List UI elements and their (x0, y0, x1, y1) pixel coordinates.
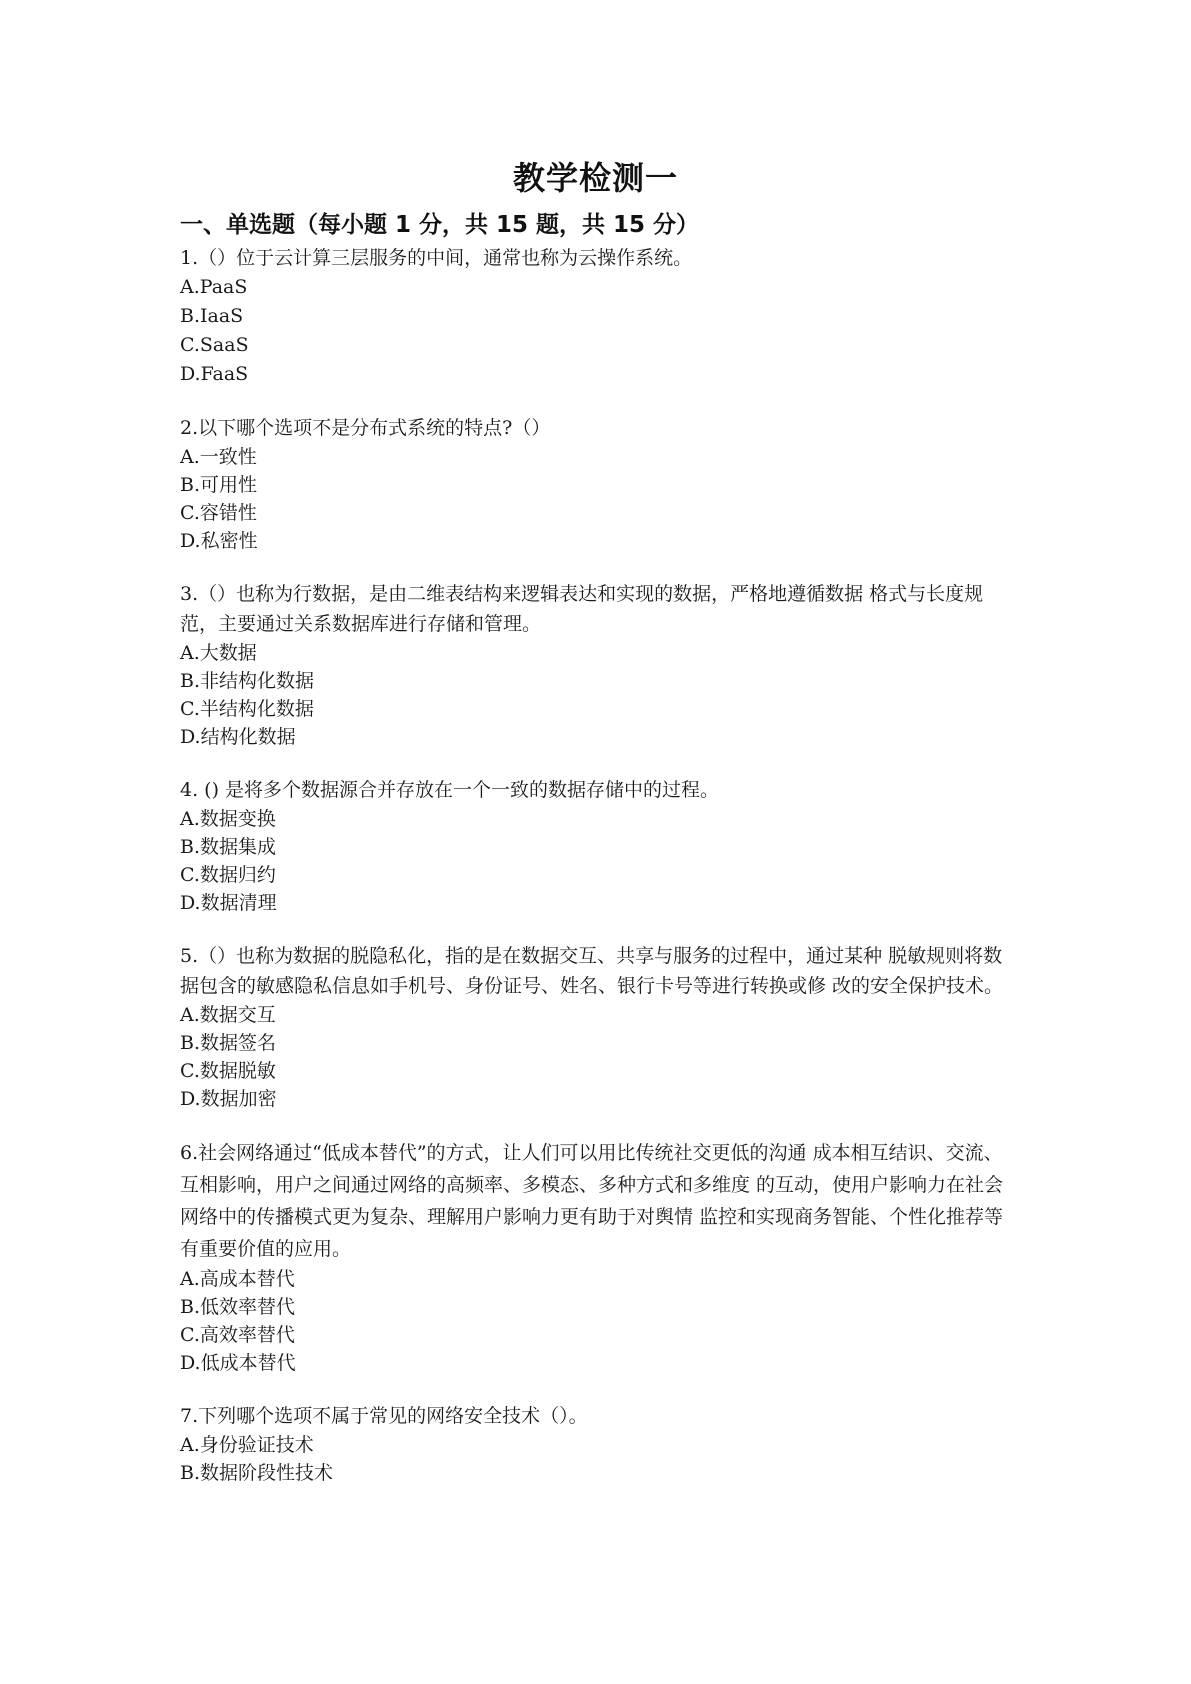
option-b: B.非结构化数据 (180, 670, 315, 692)
question-stem: 3.（）也称为行数据，是由二维表结构来逻辑表达和实现的数据，严格地遵循数据 格式与长度规范，主要通过关系数据库进行存储和管理。 (180, 583, 984, 635)
option-d: D.数据加密 (180, 1088, 277, 1110)
option-d: D.低成本替代 (180, 1352, 296, 1374)
option-b: B.可用性 (180, 474, 258, 496)
option-b: B.IaaS (180, 305, 244, 327)
question-stem: 6.社会网络通过“低成本替代”的方式，让人们可以用比传统社交更低的沟通 成本相互结识、交流、互相影响，用户之间通过网络的高频率、多模态、多种方式和多维度 的互动，使用户影响力在社会网络中的传播模式更为复杂、理解用户影响力更有助于对舆情 监控和实现商务智能、个性化推荐等有重要价值的应用。 (180, 1142, 1004, 1260)
question-3 (180, 579, 1020, 751)
option-c: C.数据脱敏 (180, 1060, 276, 1082)
option-b: B.数据签名 (180, 1032, 277, 1054)
option-c: C.数据归约 (180, 864, 276, 886)
option-a: A.大数据 (180, 642, 257, 664)
option-d: D.数据清理 (180, 892, 277, 914)
question-2 (180, 413, 1020, 555)
question-6 (180, 1137, 1020, 1377)
option-d: D.FaaS (180, 363, 249, 385)
option-b: B.数据集成 (180, 836, 277, 858)
document-title: 教学检测一 (512, 159, 678, 197)
option-d: D.结构化数据 (180, 726, 296, 748)
option-a: A.数据交互 (180, 1004, 276, 1026)
question-stem: 7.下列哪个选项不属于常见的网络安全技术（）。 (180, 1405, 588, 1427)
option-b: B.数据阶段性技术 (180, 1462, 334, 1484)
option-a: A.PaaS (180, 276, 248, 298)
question-5 (180, 941, 1020, 1113)
question-stem: 1.（）位于云计算三层服务的中间，通常也称为云操作系统。 (180, 247, 693, 269)
question-1 (180, 243, 1020, 389)
option-c: C.容错性 (180, 502, 257, 524)
option-a: A.数据变换 (180, 808, 276, 830)
option-c: C.SaaS (180, 334, 249, 356)
section-heading: 一、单选题（每小题 1 分，共 15 题，共 15 分） (180, 212, 700, 238)
question-4 (180, 775, 1020, 917)
question-7 (180, 1401, 1020, 1487)
question-stem: 2.以下哪个选项不是分布式系统的特点?（） (180, 417, 551, 439)
option-a: A.高成本替代 (180, 1268, 295, 1290)
question-list (180, 243, 1020, 1511)
option-b: B.低效率替代 (180, 1296, 296, 1318)
option-a: A.身份验证技术 (180, 1434, 314, 1456)
option-c: C.高效率替代 (180, 1324, 295, 1346)
question-stem: 5.（）也称为数据的脱隐私化，指的是在数据交互、共享与服务的过程中，通过某种 脱敏规则将数据包含的敏感隐私信息如手机号、身份证号、姓名、银行卡号等进行转换或修 改的安全保护技术。 (180, 945, 1004, 997)
question-stem: 4. () 是将多个数据源合并存放在一个一致的数据存储中的过程。 (180, 779, 720, 801)
option-a: A.一致性 (180, 446, 257, 468)
option-d: D.私密性 (180, 530, 258, 552)
option-c: C.半结构化数据 (180, 698, 314, 720)
